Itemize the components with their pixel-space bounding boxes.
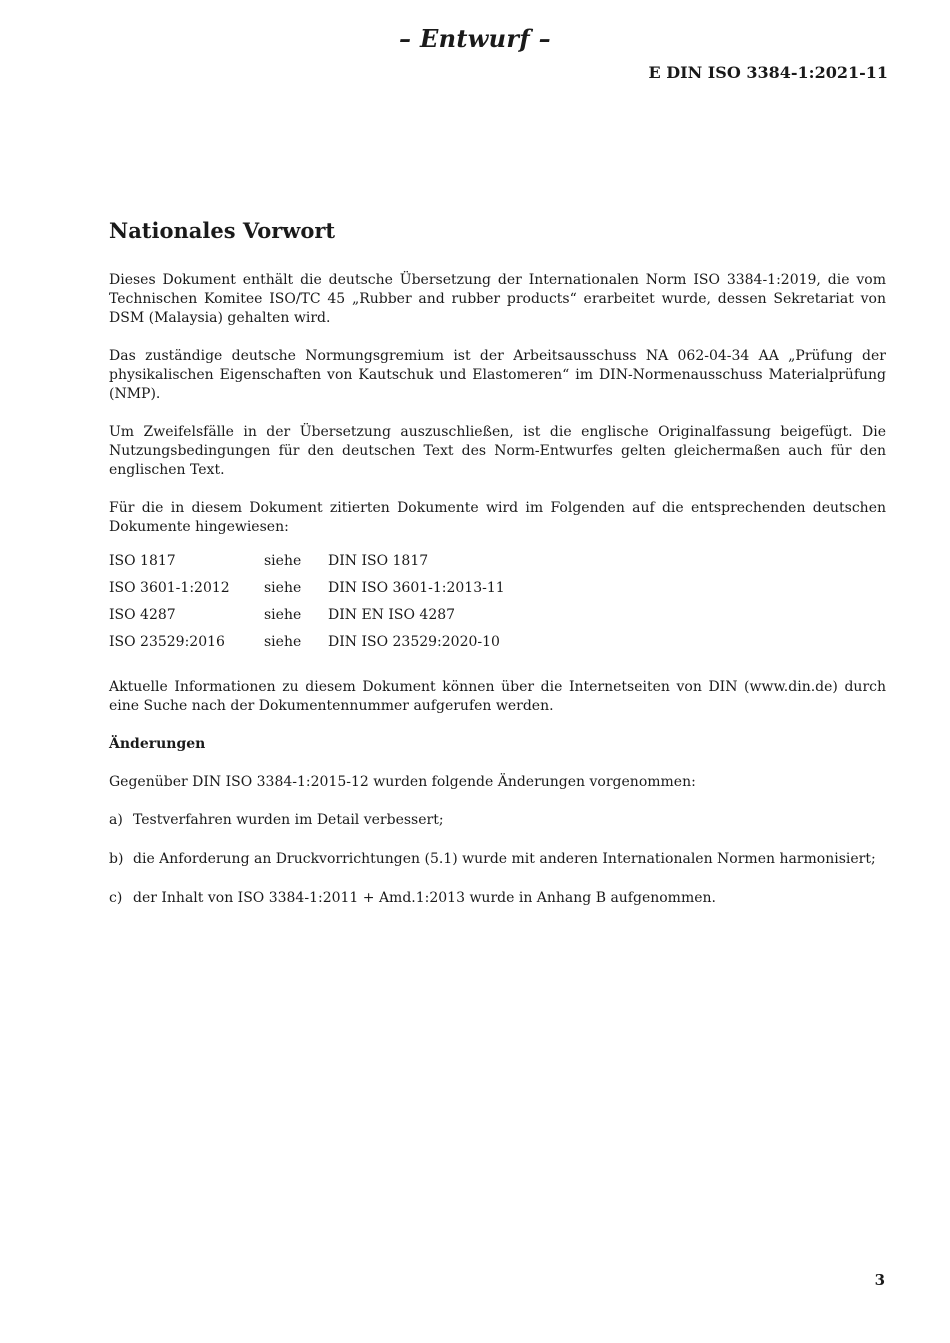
reference-source: ISO 1817	[109, 553, 176, 569]
list-text: die Anforderung an Druckvorrichtungen (5.1) wurde mit anderen Internationalen Normen harmonisiert;	[133, 851, 876, 867]
reference-target: DIN EN ISO 4287	[328, 607, 456, 623]
list-item	[109, 889, 886, 908]
reference-target: DIN ISO 1817	[328, 553, 429, 569]
list-marker: c)	[109, 890, 123, 906]
reference-row	[109, 606, 886, 633]
draft-watermark-title: – Entwurf –	[399, 24, 551, 53]
changes-intro: Gegenüber DIN ISO 3384-1:2015-12 wurden folgende Änderungen vorgenommen:	[109, 774, 696, 790]
paragraph-original-version: Um Zweifelsfälle in der Übersetzung auszuschließen, ist die englische Originalfassung beigefügt. Die Nutzungsbedingungen für den deutschen Text des Norm-Entwurfes gelten gleichermaßen auch für den englischen Text.	[109, 424, 886, 478]
reference-source: ISO 3601-1:2012	[109, 580, 230, 596]
reference-target: DIN ISO 23529:2020-10	[328, 634, 500, 650]
paragraph-committee: Das zuständige deutsche Normungsgremium ist der Arbeitsausschuss NA 062-04-34 AA „Prüfung der physikalischen Eigenschaften von Kautschuk und Elastomeren“ im DIN-Normenausschuss Materialprüfung (NMP).	[109, 348, 886, 402]
reference-row	[109, 552, 886, 579]
reference-row	[109, 579, 886, 606]
reference-see: siehe	[264, 580, 302, 596]
list-item	[109, 811, 886, 830]
list-marker: b)	[109, 851, 124, 867]
paragraph-info: Aktuelle Informationen zu diesem Dokument können über die Internetseiten von DIN (www.din.de) durch eine Suche nach der Dokumentennummer aufgerufen werden.	[109, 679, 886, 714]
section-title: Nationales Vorwort	[109, 218, 336, 243]
list-marker: a)	[109, 812, 123, 828]
list-text: Testverfahren wurden im Detail verbessert;	[133, 812, 444, 828]
reference-see: siehe	[264, 607, 302, 623]
changes-heading: Änderungen	[109, 736, 206, 752]
reference-see: siehe	[264, 553, 302, 569]
reference-table	[109, 552, 886, 660]
list-text: der Inhalt von ISO 3384-1:2011 + Amd.1:2013 wurde in Anhang B aufgenommen.	[133, 890, 716, 906]
page-content	[109, 216, 886, 928]
reference-row	[109, 633, 886, 660]
paragraph-translation-note: Dieses Dokument enthält die deutsche Übersetzung der Internationalen Norm ISO 3384-1:2019, die vom Technischen Komitee ISO/TC 45 „Rubber and rubber products“ erarbeitet wurde, dessen Sekretariat von DSM (Malaysia) gehalten wird.	[109, 272, 886, 326]
list-item	[109, 850, 886, 869]
paragraph-references-intro: Für die in diesem Dokument zitierten Dokumente wird im Folgenden auf die entsprechenden deutschen Dokumente hingewiesen:	[109, 500, 886, 535]
page-number: 3	[874, 1271, 885, 1289]
reference-source: ISO 4287	[109, 607, 176, 623]
document-identifier: E DIN ISO 3384-1:2021-11	[648, 63, 888, 82]
reference-see: siehe	[264, 634, 302, 650]
reference-target: DIN ISO 3601-1:2013-11	[328, 580, 505, 596]
reference-source: ISO 23529:2016	[109, 634, 225, 650]
